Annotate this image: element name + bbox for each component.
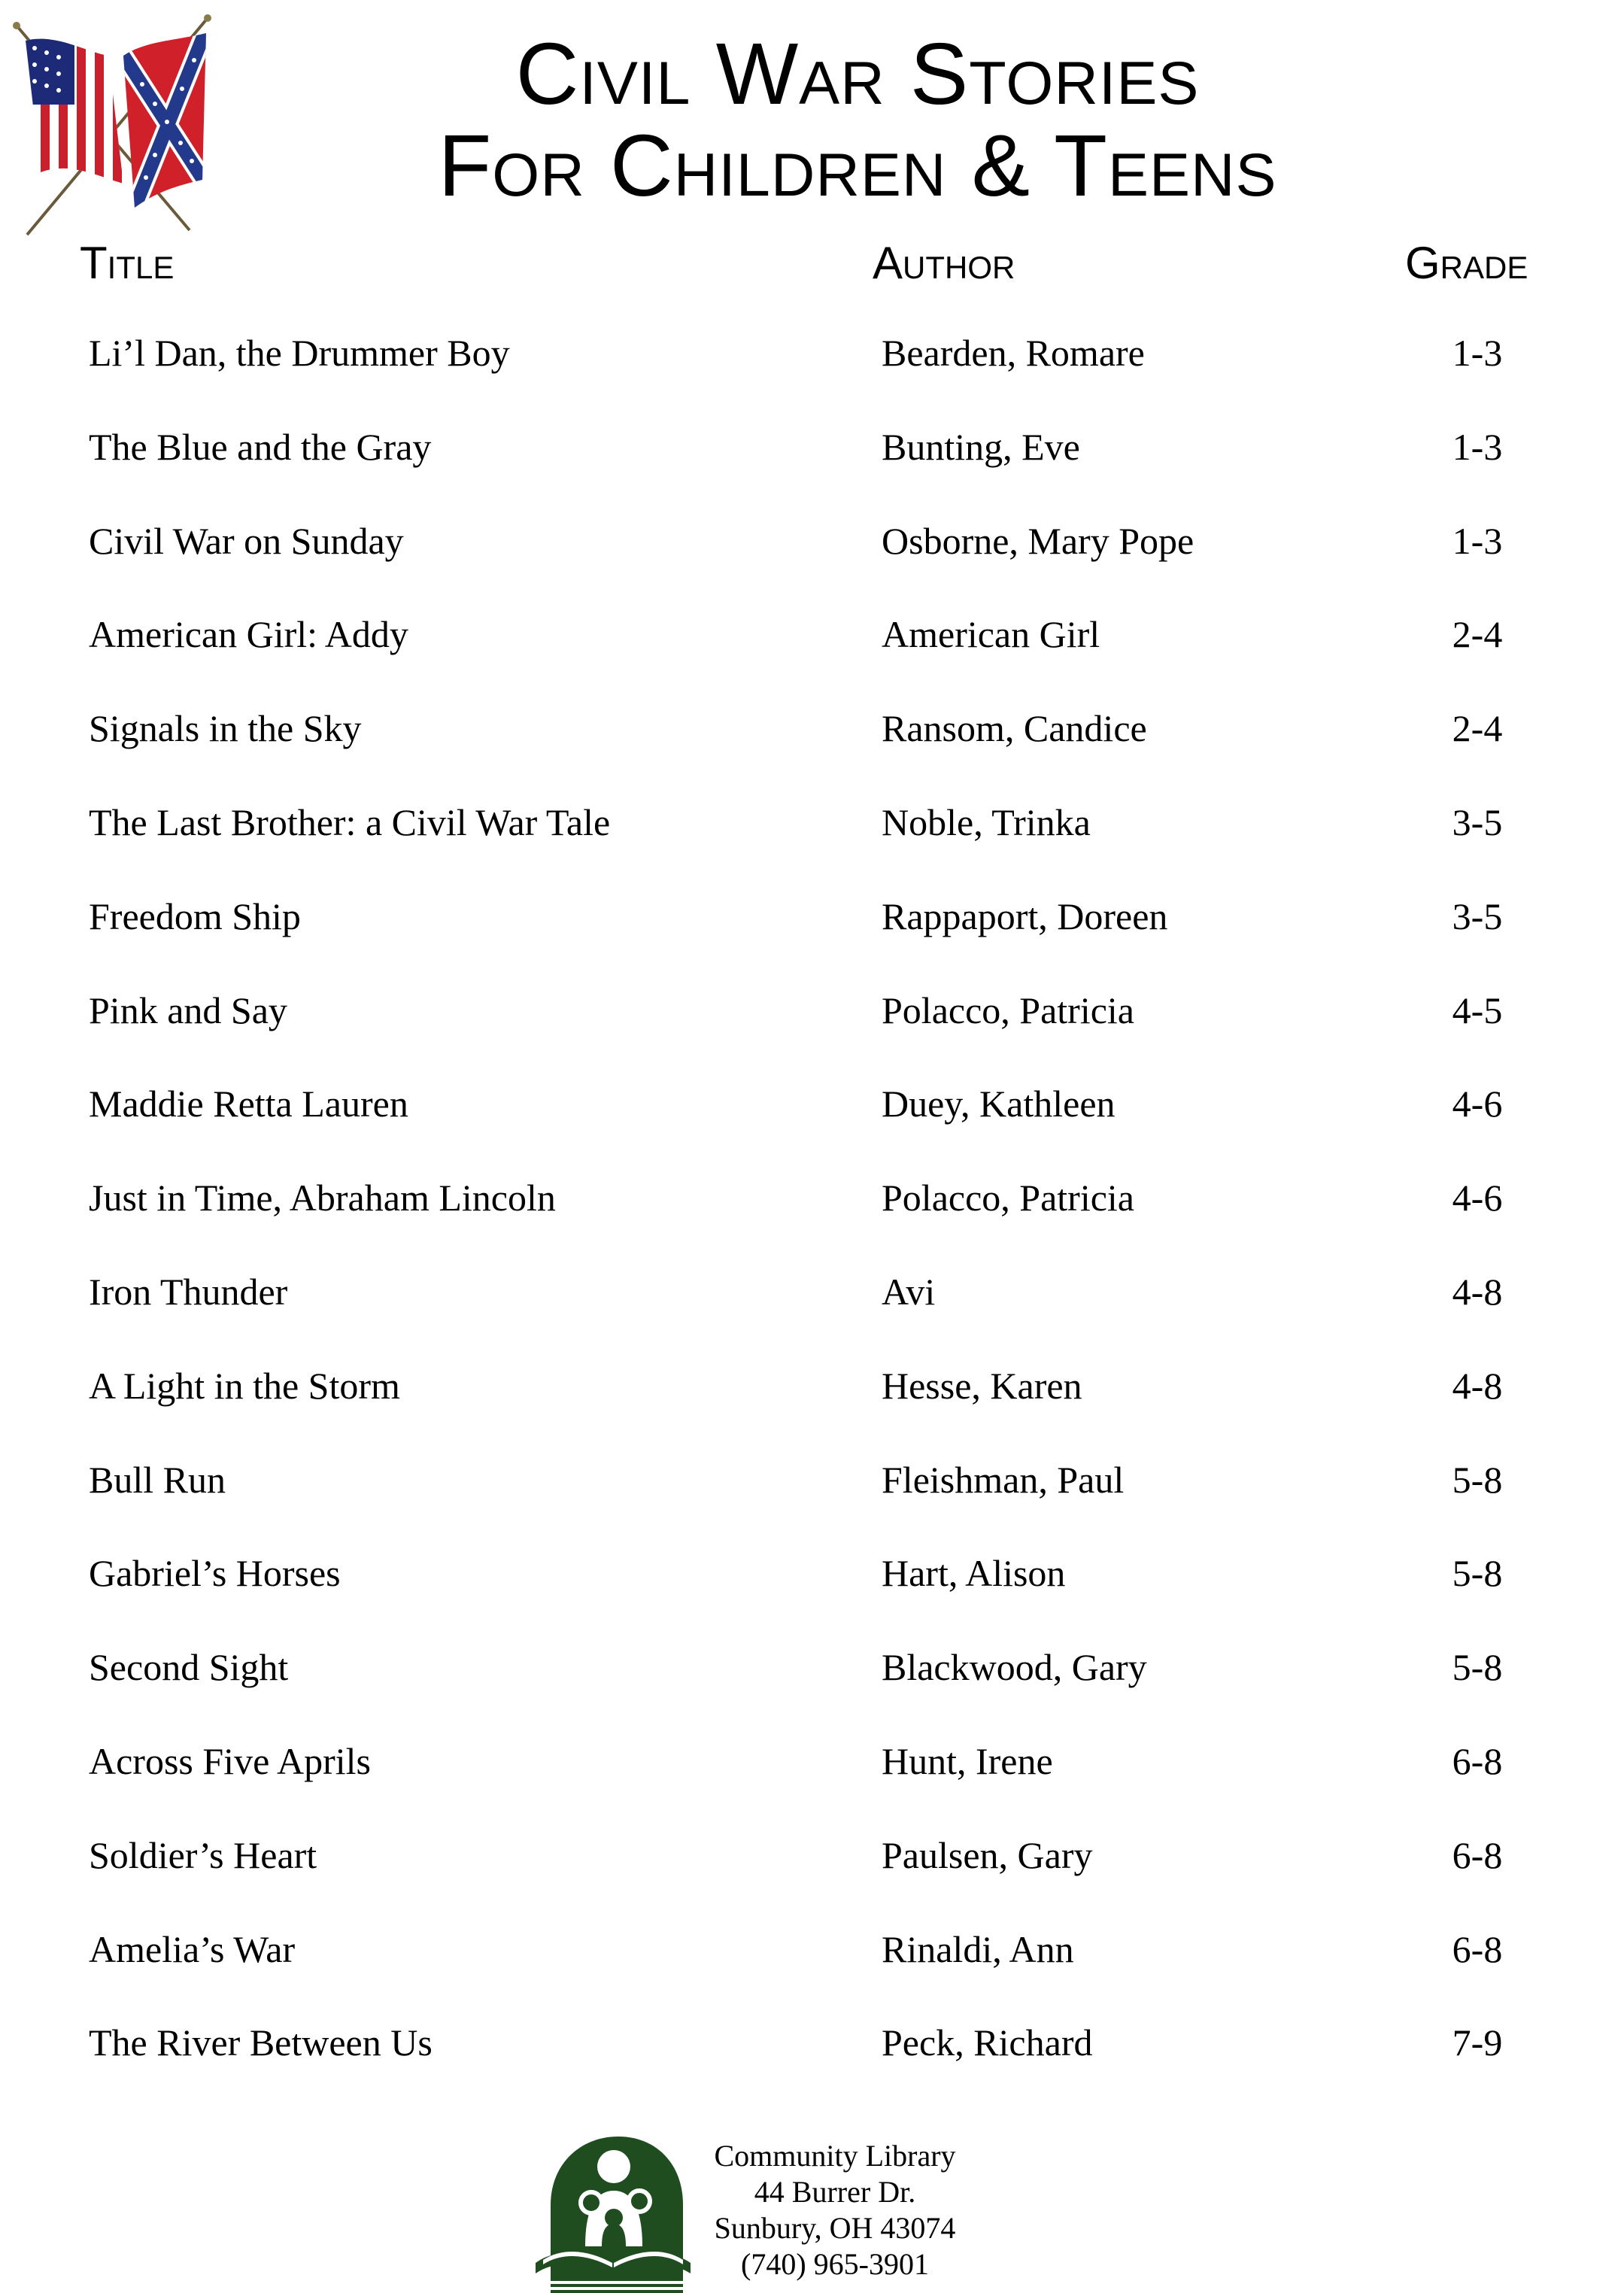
book-author: Hart, Alison [882,1552,1066,1595]
table-row [0,1267,1624,1361]
table-row [0,1361,1624,1455]
table-row [0,1173,1624,1267]
book-grade: 3-5 [1452,894,1503,937]
book-author: Blackwood, Gary [882,1646,1147,1689]
page-title [301,25,1414,214]
book-title: Bull Run [89,1458,226,1501]
book-title: Gabriel’s Horses [89,1552,341,1595]
book-title: Civil War on Sunday [89,519,404,562]
table-row [0,1736,1624,1830]
address-line-phone: (740) 965-3901 [741,2247,929,2281]
book-title: The Blue and the Gray [89,425,432,468]
book-title: Iron Thunder [89,1270,288,1313]
book-author: Paulsen, Gary [882,1833,1093,1876]
table-row [0,891,1624,986]
book-author: Polacco, Patricia [882,989,1134,1031]
book-title: The Last Brother: a Civil War Tale [89,800,611,843]
book-grade: 4-6 [1452,1083,1503,1125]
book-grade: 7-9 [1452,2021,1503,2064]
book-grade: 5-8 [1452,1458,1503,1501]
book-title: The River Between Us [89,2021,433,2064]
book-grade: 2-4 [1452,707,1503,750]
book-grade: 2-4 [1452,613,1503,656]
book-author: Ransom, Candice [882,707,1147,750]
book-author: American Girl [882,613,1100,656]
column-header-grade: Grade [1405,238,1528,288]
book-author: Noble, Trinka [882,800,1091,843]
book-grade: 1-3 [1452,332,1503,374]
book-grade: 6-8 [1452,1927,1503,1970]
table-row [0,328,1624,422]
table-row [0,1455,1624,1549]
book-title: Maddie Retta Lauren [89,1083,408,1125]
address-line-street: 44 Burrer Dr. [754,2175,916,2209]
book-grade: 4-6 [1452,1177,1503,1219]
table-row [0,703,1624,797]
book-title: Just in Time, Abraham Lincoln [89,1177,556,1219]
book-author: Duey, Kathleen [882,1083,1116,1125]
community-library-logo-icon [536,2134,691,2293]
address-line-city: Sunbury, OH 43074 [714,2211,956,2245]
book-title: Pink and Say [89,989,287,1031]
book-author: Peck, Richard [882,2021,1093,2064]
book-grade: 4-8 [1452,1364,1503,1407]
book-author: Rappaport, Doreen [882,894,1168,937]
book-author: Hesse, Karen [882,1364,1082,1407]
book-title: Freedom Ship [89,894,301,937]
book-title: American Girl: Addy [89,613,408,656]
book-author: Polacco, Patricia [882,1177,1134,1219]
book-grade: 5-8 [1452,1646,1503,1689]
table-row [0,422,1624,516]
table-row [0,1830,1624,1924]
title-line-1: Civil War Stories [515,25,1200,123]
table-row [0,1642,1624,1736]
book-table [0,328,1624,2112]
book-grade: 1-3 [1452,425,1503,468]
book-grade: 4-5 [1452,989,1503,1031]
column-header-title: Title [80,238,175,288]
title-line-2: For Children & Teens [438,117,1277,214]
book-author: Bunting, Eve [882,425,1080,468]
book-author: Osborne, Mary Pope [882,519,1194,562]
address-line-name: Community Library [714,2139,956,2173]
book-title: Soldier’s Heart [89,1833,317,1876]
book-grade: 5-8 [1452,1552,1503,1595]
table-row [0,1548,1624,1642]
column-header-author: Author [873,238,1015,288]
book-author: Hunt, Irene [882,1739,1053,1782]
book-title: Li’l Dan, the Drummer Boy [89,332,510,374]
book-title: Across Five Aprils [89,1739,371,1782]
book-author: Fleishman, Paul [882,1458,1125,1501]
table-row [0,986,1624,1080]
table-row [0,2018,1624,2112]
book-title: Signals in the Sky [89,707,362,750]
table-row [0,797,1624,891]
book-title: Amelia’s War [89,1927,296,1970]
book-grade: 1-3 [1452,519,1503,562]
book-title: A Light in the Storm [89,1364,400,1407]
book-grade: 6-8 [1452,1833,1503,1876]
book-grade: 3-5 [1452,800,1503,843]
table-row [0,1924,1624,2018]
book-title: Second Sight [89,1646,289,1689]
book-author: Bearden, Romare [882,332,1145,374]
crossed-flags-icon [11,11,214,236]
book-author: Rinaldi, Ann [882,1927,1074,1970]
book-author: Avi [882,1270,936,1313]
book-grade: 4-8 [1452,1270,1503,1313]
table-row [0,516,1624,610]
table-row [0,1079,1624,1173]
table-row [0,609,1624,703]
library-address [677,2138,993,2282]
book-grade: 6-8 [1452,1739,1503,1782]
